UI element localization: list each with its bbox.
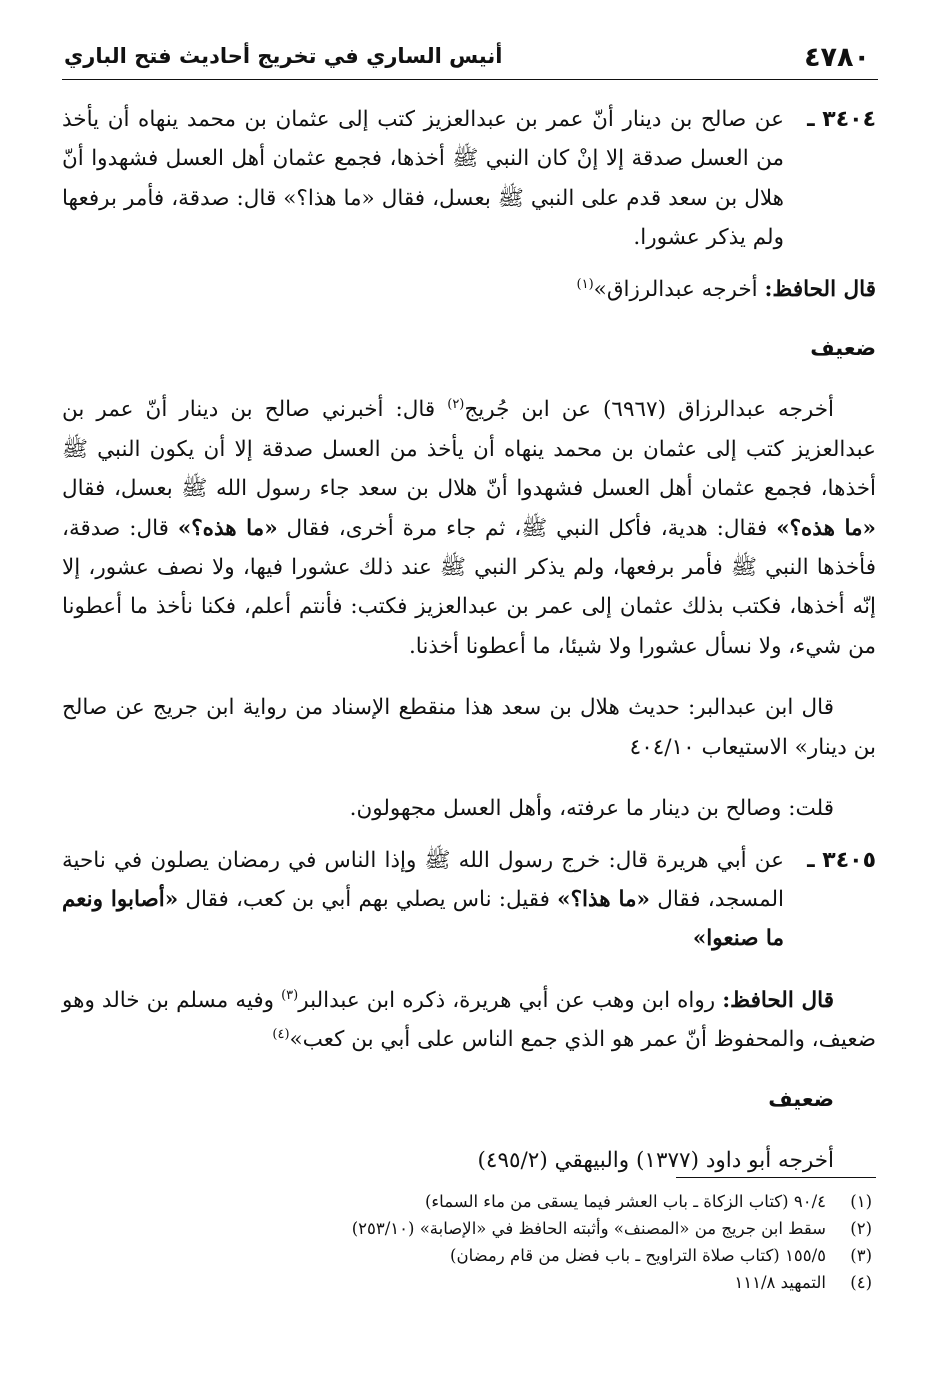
- hafiz-note-1: [62, 270, 876, 309]
- grade-label: ضعيف: [768, 1086, 834, 1111]
- hafiz-note-2: [62, 981, 876, 1060]
- page-header: [62, 30, 878, 80]
- hafiz-text-a: رواه ابن وهب عن أبي هريرة، ذكره ابن عبدالبر: [298, 987, 723, 1013]
- hafiz-text-b: وفيه مسلم بن خالد وهو ضعيف، والمحفوظ أنّ عمر هو الذي جمع الناس على أبي بن كعب»: [62, 987, 876, 1053]
- takhrij-text-b: قال: أخبرني صالح بن دينار أنّ عمر بن عبدالعزيز كتب إلى عثمان بن محمد ينهاه أن يأخذ من العسل صدقة إلا أن يكون النبي ﷺ أخذها، فجمع عثمان أهل العسل فشهدوا أنّ هلال بن سعد جاء رسول الله ﷺ بعسل، فقال: [62, 397, 876, 502]
- hafiz-text: أخرجه عبدالرزاق»: [593, 276, 758, 302]
- footnote-number: (١): [850, 1192, 872, 1211]
- hadith-text: عن صالح بن دينار أنّ عمر بن عبدالعزيز كتب إلى عثمان بن محمد ينهاه أن يأخذ من العسل صدقة إلا إنْ كان النبي ﷺ أخذها، فجمع عثمان أهل العسل فشهدوا أنّ هلال بن سعد قدم على النبي ﷺ بعسل، فقال «ما هذا؟» قال: صدقة، فأمر برفعها ولم يذكر عشورا.: [62, 107, 784, 251]
- footnote-item: [62, 1242, 876, 1269]
- takhrij-paragraph-1: [62, 390, 876, 666]
- hadith-text: عن أبي هريرة قال: خرج رسول الله ﷺ وإذا الناس في رمضان يصلون في ناحية المسجد، فقال: [62, 847, 784, 912]
- footnote-ref[interactable]: (٤): [272, 1026, 290, 1042]
- takhrij-paragraph-2: أخرجه أبو داود (١٣٧٧) والبيهقي (٤٩٥/٢): [477, 1147, 834, 1173]
- quoted-phrase: «أصابوا ونعم ما صنعوا»: [62, 886, 784, 952]
- footnote-ref[interactable]: (٢): [447, 397, 465, 413]
- takhrij-text-c: فقال: هدية، فأكل النبي ﷺ، ثم جاء مرة أخرى، فقال: [277, 515, 777, 541]
- quoted-phrase: «ما هذه؟»: [177, 515, 278, 541]
- hadith-text-b: فقيل: ناس يصلي بهم أبي بن كعب، فقال: [178, 886, 558, 912]
- footnote-number: (٤): [850, 1273, 872, 1292]
- footnote-text: ٩٠/٤ (كتاب الزكاة ـ باب العشر فيما يسقى من ماء السماء): [424, 1192, 826, 1211]
- footnote-ref[interactable]: (١): [576, 276, 594, 292]
- footnote-text: التمهيد ١١١/٨: [734, 1273, 826, 1292]
- page-number: ٤٧٨٠: [804, 42, 870, 73]
- grade-label: ضعيف: [810, 336, 876, 361]
- quoted-phrase: «ما هذه؟»: [776, 515, 876, 541]
- footnote-text: سقط ابن جريج من «المصنف» وأثبته الحافظ في «الإصابة» (٢٥٣/١٠): [351, 1219, 826, 1238]
- hadith-3405: [62, 841, 876, 959]
- hafiz-label: قال الحافظ:: [722, 987, 834, 1013]
- ibn-abdulbarr-quote: قال ابن عبدالبر: حديث هلال بن سعد هذا منقطع الإسناد من رواية ابن جريج عن صالح بن دينار» الاستيعاب ٤٠٤/١٠: [62, 695, 876, 760]
- running-title: أنيس الساري في تخريج أحاديث فتح الباري: [64, 44, 503, 68]
- takhrij-text-a: أخرجه عبدالرزاق (٦٩٦٧) عن ابن جُريج: [464, 397, 835, 423]
- footnote-text: ١٥٥/٥ (كتاب صلاة التراويح ـ باب فضل من قام رمضان): [450, 1246, 826, 1265]
- footnote-item: [62, 1269, 876, 1296]
- hafiz-label: قال الحافظ:: [764, 276, 876, 302]
- hadith-number: ٣٤٠٥ ـ: [807, 847, 876, 873]
- footnote-ref[interactable]: (٣): [281, 987, 299, 1003]
- footnotes: [62, 1188, 876, 1296]
- footnote-item: [62, 1188, 876, 1215]
- quoted-phrase: «ما هذا؟»: [557, 886, 650, 912]
- takhrij-text-d: قال: صدقة، فأخذها النبي ﷺ فأمر برفعها، ولم يذكر النبي ﷺ عند ذلك عشورا فيها، ولا نصف عشور، إلا إنّه أخذها، فكتب بذلك عثمان إلى عمر بن عبدالعزيز فكتب: فأنتم أعلم، فكنا نأخذ ما أعطونا من شيء، ولا نسأل عشورا ولا شيئا، ما أعطونا أخذنا.: [62, 515, 876, 659]
- hadith-3404: [62, 100, 876, 258]
- footnote-number: (٢): [850, 1219, 872, 1238]
- main-text: [62, 100, 876, 1180]
- header-rule: [62, 79, 878, 80]
- footnote-item: [62, 1215, 876, 1242]
- footnote-rule: [676, 1177, 876, 1178]
- footnote-number: (٣): [850, 1246, 872, 1265]
- author-note: قلت: وصالح بن دينار ما عرفته، وأهل العسل مجهولون.: [349, 796, 834, 822]
- hadith-number: ٣٤٠٤ ـ: [807, 107, 876, 132]
